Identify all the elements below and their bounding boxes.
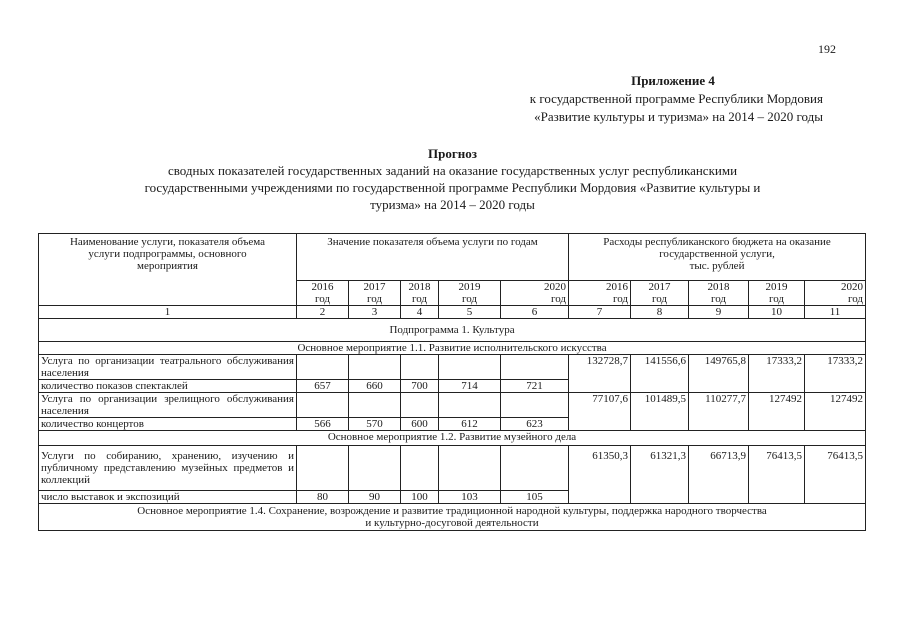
budget-value: 61350,3 — [569, 446, 631, 504]
col-num: 3 — [349, 306, 401, 319]
year-volume-2016: 2016 год — [297, 281, 349, 306]
heading-line-1: сводных показателей государственных заданий на оказание государственных услуг республиканскими — [167, 163, 738, 178]
budget-value: 77107,6 — [569, 393, 631, 431]
table-row — [39, 393, 866, 418]
volume-value: 100 — [401, 491, 439, 504]
header-row-1 — [39, 234, 866, 281]
year-budget-2020: 2020 год — [805, 281, 866, 306]
budget-value: 17333,2 — [749, 355, 805, 393]
indicator-name: число выставок и экспозиций — [39, 491, 297, 504]
appendix-title: Приложение 4 — [631, 73, 715, 88]
volume-value: 80 — [297, 491, 349, 504]
volume-value: 105 — [501, 491, 569, 504]
budget-value: 141556,6 — [631, 355, 689, 393]
budget-value: 101489,5 — [631, 393, 689, 431]
volume-value: 566 — [297, 418, 349, 431]
budget-value: 66713,9 — [689, 446, 749, 504]
budget-value: 17333,2 — [805, 355, 866, 393]
header-volume-group: Значение показателя объема услуги по годам — [297, 234, 569, 281]
measure-row — [39, 504, 866, 531]
volume-value: 657 — [297, 380, 349, 393]
col-num: 4 — [401, 306, 439, 319]
col-num: 6 — [501, 306, 569, 319]
appendix-block — [403, 72, 823, 126]
volume-value: 612 — [439, 418, 501, 431]
measure-line-2: и культурно-досуговой деятельности — [365, 517, 539, 529]
service-name: Услуга по организации зрелищного обслуживания населения — [39, 393, 297, 418]
service-name: Услуга по организации театрального обслуживания населения — [39, 355, 297, 380]
year-budget-2016: 2016 год — [569, 281, 631, 306]
indicator-name: количество концертов — [39, 418, 297, 431]
document-heading — [60, 145, 845, 213]
table-row — [39, 355, 866, 380]
col-num: 9 — [689, 306, 749, 319]
header-budget-line-1: Расходы республиканского бюджета на оказание — [603, 236, 831, 248]
budget-value: 61321,3 — [631, 446, 689, 504]
budget-value: 132728,7 — [569, 355, 631, 393]
year-budget-2019: 2019 год — [749, 281, 805, 306]
year-budget-2017: 2017 год — [631, 281, 689, 306]
measure-line-1: Основное мероприятие 1.4. Сохранение, возрождение и развитие традиционной народной культуры, поддержка народного творчества — [137, 505, 767, 517]
volume-value: 660 — [349, 380, 401, 393]
volume-value: 714 — [439, 380, 501, 393]
appendix-line-1: к государственной программе Республики Мордовия — [529, 91, 823, 106]
year-volume-2019: 2019 год — [439, 281, 501, 306]
col-num: 7 — [569, 306, 631, 319]
year-volume-2018: 2018 год — [401, 281, 439, 306]
col-num: 1 — [39, 306, 297, 319]
forecast-table — [38, 233, 866, 531]
measure-title: Основное мероприятие 1.1. Развитие исполнительского искусства — [39, 342, 866, 355]
page-number: 192 — [818, 42, 836, 56]
service-name: Услуги по собиранию, хранению, изучению и публичному представлению музейных предметов и коллекций — [39, 446, 297, 491]
budget-value: 149765,8 — [689, 355, 749, 393]
subprogram-row — [39, 319, 866, 342]
col-num: 2 — [297, 306, 349, 319]
budget-value: 76413,5 — [805, 446, 866, 504]
budget-value: 76413,5 — [749, 446, 805, 504]
year-volume-2017: 2017 год — [349, 281, 401, 306]
table-row — [39, 446, 866, 491]
appendix-line-2: «Развитие культуры и туризма» на 2014 – 2020 годы — [534, 109, 823, 124]
header-budget-group — [569, 234, 866, 281]
indicator-name: количество показов спектаклей — [39, 380, 297, 393]
heading-line-2: государственными учреждениями по государственной программе Республики Мордовия «Развитие культуры и — [144, 180, 761, 195]
budget-value: 110277,7 — [689, 393, 749, 431]
budget-value: 127492 — [805, 393, 866, 431]
header-budget-line-3: тыс. рублей — [689, 260, 745, 272]
measure-title: Основное мероприятие 1.2. Развитие музейного дела — [39, 431, 866, 446]
column-numbers-row — [39, 306, 866, 319]
volume-value: 90 — [349, 491, 401, 504]
heading-line-3: туризма» на 2014 – 2020 годы — [370, 197, 535, 212]
volume-value: 623 — [501, 418, 569, 431]
volume-value: 600 — [401, 418, 439, 431]
subprogram-title: Подпрограмма 1. Культура — [39, 319, 866, 342]
col-num: 5 — [439, 306, 501, 319]
header-name-col: Наименование услуги, показателя объема услуги подпрограммы, основного мероприятия — [39, 234, 297, 306]
measure-row — [39, 431, 866, 446]
heading-title: Прогноз — [428, 146, 477, 161]
volume-value: 570 — [349, 418, 401, 431]
col-num: 10 — [749, 306, 805, 319]
budget-value: 127492 — [749, 393, 805, 431]
measure-title — [39, 504, 866, 531]
header-budget-line-2: государственной услуги, — [659, 248, 775, 260]
volume-value: 721 — [501, 380, 569, 393]
year-volume-2020: 2020 год — [501, 281, 569, 306]
col-num: 8 — [631, 306, 689, 319]
measure-row — [39, 342, 866, 355]
year-budget-2018: 2018 год — [689, 281, 749, 306]
volume-value: 700 — [401, 380, 439, 393]
col-num: 11 — [805, 306, 866, 319]
volume-value: 103 — [439, 491, 501, 504]
